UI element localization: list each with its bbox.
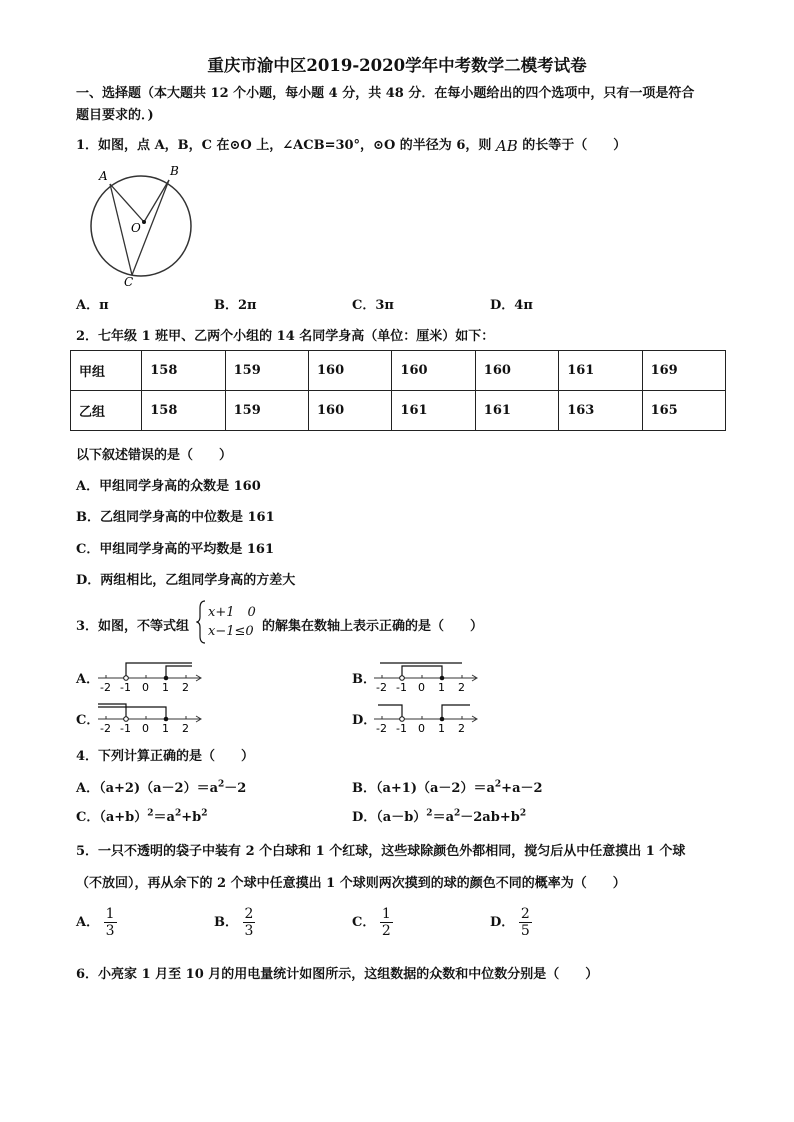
tick-label: -1 [120,681,131,694]
instructions-line2: 题目要求的．) [76,108,154,123]
fraction [104,906,117,939]
q4-b-part: B．（a+1)（a－2）＝a [352,781,495,796]
label-b: B [170,164,179,178]
option-label: A． [76,915,100,930]
table-cell: 160 [309,391,392,431]
q3-inequality-2: x−1≤0 [208,624,254,639]
tick-label: 0 [418,722,425,735]
q3-stem-a: 3．如图，不等式组 [76,619,190,634]
denominator: 5 [520,923,530,939]
tick-label: 0 [142,681,149,694]
q4-c-sup: 2 [201,808,208,819]
tick-label: 1 [438,722,445,735]
q4-option-d[interactable] [352,806,526,825]
q4-d-sup: 2 [519,808,527,819]
table-cell: 161 [392,391,475,431]
fraction [380,906,393,939]
q4-stem: 4．下列计算正确的是（ ） [76,749,255,764]
table-row [71,351,726,391]
q3-option-a-label[interactable]: A． [76,672,100,687]
q1-option-a[interactable]: A．π [76,298,109,313]
table-cell: 160 [309,351,392,391]
option-label: D． [490,915,515,930]
q3-option-d-numberline[interactable] [372,699,482,735]
tick-label: -1 [396,722,407,735]
denominator: 3 [244,923,254,939]
q1-stem [76,134,626,153]
q6-stem: 6．小亮家 1 月至 10 月的用电量统计如图所示，这组数据的众数和中位数分别是（ ） [76,967,599,982]
table-row [71,391,726,431]
q3-option-c-label[interactable]: C． [76,713,100,728]
q4-d-part: ＝a [432,810,454,825]
q4-a-part: －2 [224,781,247,796]
table-cell: 161 [559,351,642,391]
denominator: 2 [381,923,391,939]
q2-stem: 2．七年级 1 班甲、乙两个小组的 14 名同学身高（单位：厘米）如下： [76,329,495,344]
instructions-line1: 一、选择题（本大题共 12 个小题，每小题 4 分，共 48 分．在每小题给出的四个选项中，只有一项是符合 [76,86,695,101]
q4-c-sup: 2 [174,808,182,819]
q3-option-a-numberline[interactable] [96,658,206,694]
tick-label: -1 [120,722,131,735]
q2-option-b[interactable]: B．乙组同学身高的中位数是 161 [76,510,275,525]
table-cell: 乙组 [71,391,142,431]
q2-question: 以下叙述错误的是（ ） [76,448,233,463]
q4-b-part: +a－2 [501,781,543,796]
numerator: 1 [105,906,115,922]
page-title: 重庆市渝中区2019-2020学年中考数学二模考试卷 [207,56,587,75]
table-cell: 159 [225,391,308,431]
q4-option-a[interactable] [76,777,246,796]
tick-label: -2 [376,681,387,694]
tick-label: 0 [418,681,425,694]
tick-label: 0 [142,722,149,735]
q5-line2: （不放回），再从余下的 2 个球中任意摸出 1 个球则两次摸到的球的颜色不同的概率为（ ） [76,876,626,891]
q4-c-part: +b [181,810,202,825]
fraction [519,906,532,939]
table-cell: 169 [642,351,725,391]
q3-stem-b: 的解集在数轴上表示正确的是（ ） [262,619,484,634]
q1-arc-label: AB [495,137,518,155]
q1-option-c[interactable]: C．3π [352,298,394,313]
q1-stem-b: 的长等于（ ） [522,138,627,153]
tick-label: -2 [100,681,111,694]
q2-option-a[interactable]: A．甲组同学身高的众数是 160 [76,479,261,494]
q3-option-b-label[interactable]: B． [352,672,376,687]
q4-a-part: A．（a+2)（a－2）＝a [76,781,218,796]
tick-label: -2 [100,722,111,735]
q2-option-c[interactable]: C．甲组同学身高的平均数是 161 [76,542,275,557]
brace-icon [196,600,206,644]
q4-a-sup: 2 [218,779,225,790]
label-c: C [124,275,134,289]
table-cell: 158 [142,351,225,391]
q1-option-d[interactable]: D．4π [490,298,533,313]
tick-label: 1 [438,681,445,694]
label-a: A [99,169,108,183]
table-cell: 甲组 [71,351,142,391]
tick-label: 2 [458,722,465,735]
table-cell: 163 [559,391,642,431]
table-cell: 165 [642,391,725,431]
tick-label: 2 [182,722,189,735]
q4-d-sup: 2 [454,808,461,819]
q5-line1: 5．一只不透明的袋子中装有 2 个白球和 1 个红球，这些球除颜色外都相同，搅匀后从中任意摸出 1 个球 [76,844,686,859]
q5-option-d[interactable] [490,906,532,939]
tick-label: 2 [458,681,465,694]
numerator: 1 [381,906,391,922]
q5-option-a[interactable] [76,906,117,939]
q2-option-d[interactable]: D．两组相比，乙组同学身高的方差大 [76,573,296,588]
height-table [70,350,726,431]
q3-option-c-numberline[interactable] [96,699,206,735]
table-cell: 161 [475,391,558,431]
q4-c-part: C．（a+b） [76,810,148,825]
q3-inequality-1: x+1 0 [208,605,256,620]
table-cell: 160 [392,351,475,391]
table-cell: 159 [225,351,308,391]
q3-option-d-label[interactable]: D． [352,713,377,728]
option-label: B． [214,915,238,930]
denominator: 3 [105,923,115,939]
numerator: 2 [520,906,530,922]
q4-option-c[interactable] [76,806,207,825]
tick-label: -1 [396,681,407,694]
q4-c-part: ＝a [153,810,175,825]
q4-d-part: D．（a－b） [352,810,427,825]
q3-option-b-numberline[interactable] [372,658,482,694]
numerator: 2 [244,906,254,922]
q1-option-b[interactable]: B．2π [214,298,257,313]
fraction [243,906,256,939]
q5-option-b[interactable] [214,906,255,939]
tick-label: 1 [162,681,169,694]
q4-b-sup: 2 [494,779,502,790]
option-label: C． [352,915,376,930]
circle-figure [84,160,204,290]
tick-label: 2 [182,681,189,694]
table-cell: 158 [142,391,225,431]
q5-option-c[interactable] [352,906,393,939]
table-cell: 160 [475,351,558,391]
q1-stem-a: 1．如图，点 A，B，C 在⊙O 上，∠ACB=30°，⊙O 的半径为 6，则 [76,138,492,153]
q4-c-sup: 2 [147,808,154,819]
tick-label: 1 [162,722,169,735]
q4-d-sup: 2 [426,808,433,819]
q4-d-part: －2ab+b [460,810,520,825]
tick-label: -2 [376,722,387,735]
label-o: O [131,221,141,235]
q4-option-b[interactable] [352,777,543,796]
